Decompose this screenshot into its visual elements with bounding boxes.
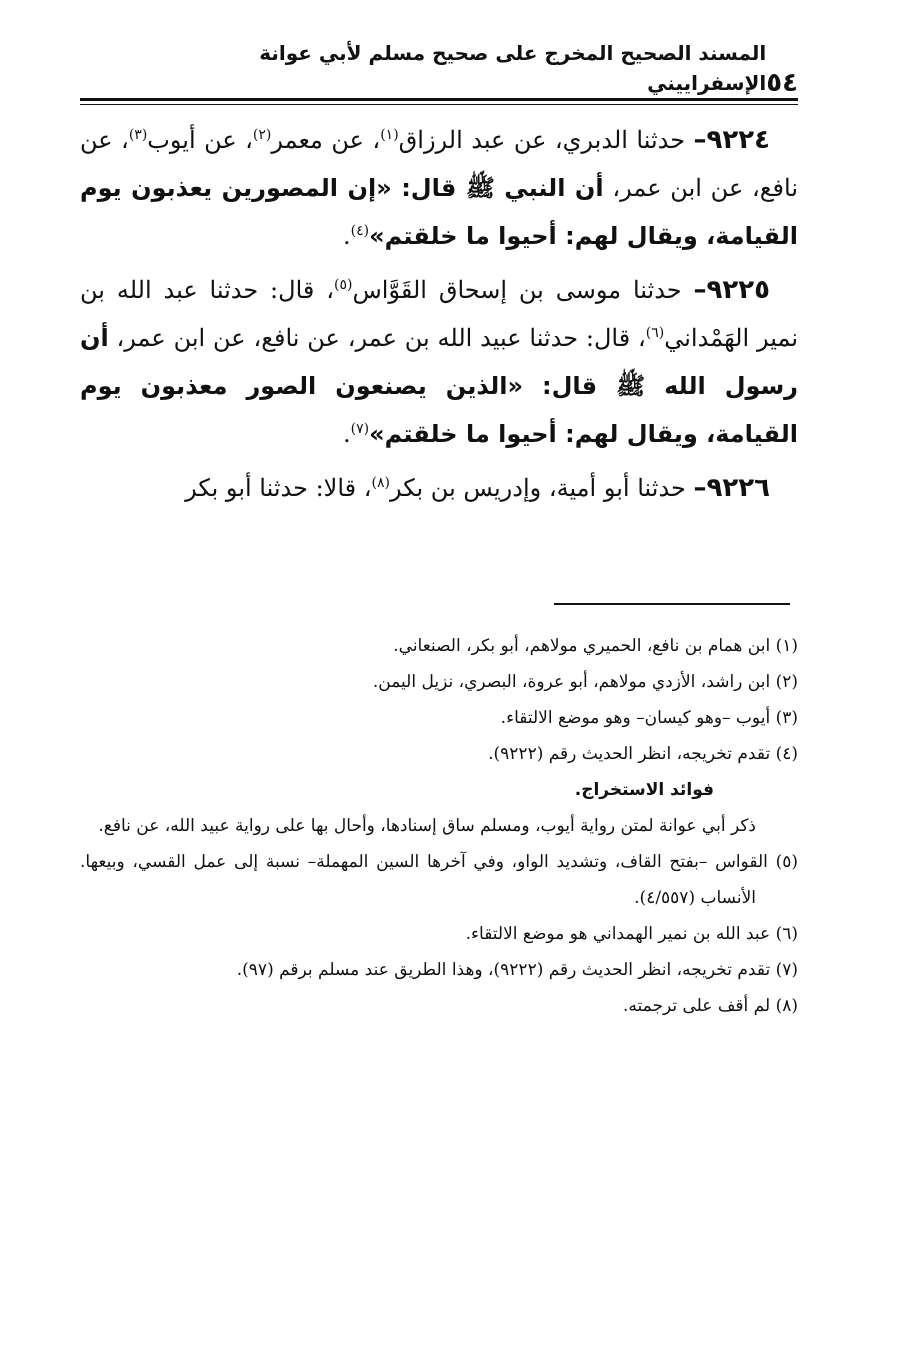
hadith-end: . [342, 222, 351, 250]
hadith-9225 [80, 266, 798, 458]
footnotes [80, 628, 798, 1024]
footnote-5: (٥) القواس –بفتح القاف، وتشديد الواو، وفي آخرها السين المهملة– نسبة إلى عمل القسي، وبيعها. الأنساب (٤/٥٥٧). [80, 852, 798, 908]
hadith-text: ، عن معمر [271, 126, 381, 154]
hadith-text: ، قال: حدثنا عبد الله بن نمير الهَمْداني [80, 276, 798, 352]
page-header [80, 41, 798, 98]
hadith-text: حدثنا أبو أمية، وإدريس بن بكر [390, 474, 694, 502]
hadith-matn: أن رسول الله ﷺ قال: «الذين يصنعون الصور معذبون يوم القيامة، ويقال لهم: أحيوا ما خلقتم» [80, 324, 798, 448]
footnote-ref: (٢) [252, 127, 272, 143]
footnote-2: (٢) ابن راشد، الأزدي مولاهم، أبو عروة، البصري، نزيل اليمن. [372, 672, 798, 692]
footnote-ref: (٨) [371, 475, 390, 491]
header-rule-thick [80, 98, 798, 101]
footnote-ref: (٣) [128, 127, 148, 143]
footnote-ref: (١) [380, 127, 399, 143]
running-title: المسند الصحيح المخرج على صحيح مسلم لأبي عوانة الإسفراييني [259, 41, 767, 95]
footnote-6: (٦) عبد الله بن نمير الهمداني هو موضع الالتقاء. [465, 924, 798, 944]
hadith-text: ، عن نافع، عن ابن عمر، [80, 126, 798, 202]
footnote-3: (٣) أيوب –وهو كيسان– وهو موضع الالتقاء. [500, 708, 798, 728]
footnote-ref: (٧) [350, 421, 370, 437]
hadith-matn: أن النبي ﷺ قال: «إن المصورين يعذبون يوم القيامة، ويقال لهم: أحيوا ما خلقتم» [80, 174, 798, 250]
footnote-ref: (٤) [350, 223, 370, 239]
hadith-text: حدثنا الدبري، عن عبد الرزاق [398, 126, 694, 154]
footnote-4: (٤) تقدم تخريجه، انظر الحديث رقم (٩٢٢٢). [488, 744, 798, 764]
footnote-1: (١) ابن همام بن نافع، الحميري مولاهم، أبو بكر، الصنعاني. [393, 636, 798, 656]
hadith-number: ٩٢٢٥– [693, 275, 770, 305]
footnote-separator [554, 603, 790, 605]
hadith-number: ٩٢٢٦– [693, 473, 770, 503]
hadith-9226 [80, 464, 798, 512]
benefits-heading: فوائد الاستخراج. [574, 780, 714, 800]
footnote-7: (٧) تقدم تخريجه، انظر الحديث رقم (٩٢٢٢)، وهذا الطريق عند مسلم برقم (٩٧). [236, 960, 798, 980]
benefits-text: ذكر أبي عوانة لمتن رواية أيوب، ومسلم ساق إسنادها، وأحال بها على رواية عبيد الله، عن نافع. [98, 816, 756, 836]
hadith-text: ، عن أيوب [147, 126, 253, 154]
main-text [80, 116, 798, 518]
footnote-8: (٨) لم أقف على ترجمته. [622, 996, 798, 1016]
footnote-ref: (٦) [645, 325, 665, 341]
page-number: ٥٤ [766, 68, 798, 98]
hadith-9224 [80, 116, 798, 260]
header-rule-thin [80, 104, 798, 105]
footnote-ref: (٥) [334, 277, 353, 293]
hadith-end: . [342, 420, 351, 448]
hadith-text: حدثنا موسى بن إسحاق القَوَّاس [352, 276, 694, 304]
hadith-text: ، قال: حدثنا عبيد الله بن عمر، عن نافع، عن ابن عمر، [108, 324, 646, 352]
hadith-number: ٩٢٢٤– [693, 125, 771, 155]
hadith-text: ، قالا: حدثنا أبو بكر [185, 474, 372, 502]
